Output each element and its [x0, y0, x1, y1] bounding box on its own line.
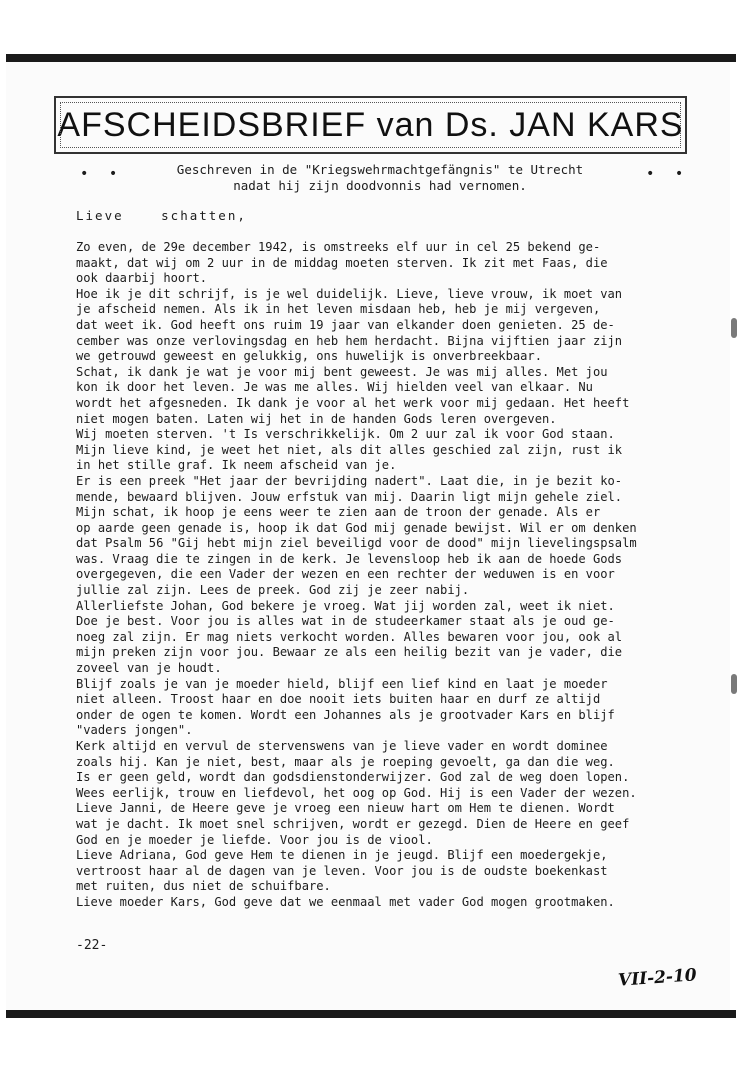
letter-line: vertroost haar al de dagen van je leven. Voor jou is de oudste boekenkast [76, 863, 608, 878]
letter-line: Mijn lieve kind, je weet het niet, als dit alles geschied zal zijn, rust ik [76, 442, 623, 457]
letter-line: Lieve Adriana, God geve Hem te dienen in je jeugd. Blijf een moedergekje, [76, 848, 608, 863]
letter-line: je afscheid nemen. Als ik in het leven misdaan heb, heb je mij vergeven, [76, 302, 601, 317]
letter-line: Lieve moeder Kars, God geve dat we eenmaal met vader God mogen grootmaken. [76, 894, 615, 909]
letter-line: was. Vraag die te zingen in de kerk. Je levensloop heb ik aan de hoede Gods [76, 551, 623, 566]
punch-hole-lower [731, 674, 737, 694]
scan-border-top [6, 54, 736, 62]
letter-line: Kerk altijd en vervul de stervenswens van je lieve vader en wordt dominee [76, 739, 608, 753]
letter-line: Mijn schat, ik hoop je eens weer te zien aan de troon der genade. Als er [76, 505, 601, 520]
letter-line: mende, bewaard blijven. Jouw erfstuk van mij. Daarin ligt mijn gehele ziel. [76, 489, 623, 504]
letter-line: Wees eerlijk, trouw en liefdevol, het oog op God. Hij is een Vader der wezen. [76, 785, 637, 800]
letter-line: Blijf zoals je van je moeder hield, blijf een lief kind en laat je moeder [76, 676, 608, 691]
subtitle-line: Geschreven in de "Kriegswehrmachtgefängnis" te Utrecht [176, 162, 584, 177]
letter-line: wordt het afgesneden. Ik dank je voor al het werk voor mij gedaan. Het heeft [76, 395, 630, 410]
ornament-right: • • [646, 166, 690, 182]
letter-line: zoals hij. Kan je niet, best, maar als je roeping gevoelt, ga dan die weg. [76, 754, 615, 769]
letter-line: Hoe ik je dit schrijf, is je wel duidelijk. Lieve, lieve vrouw, ik moet van [76, 286, 623, 301]
letter-line: niet mogen baten. Laten wij het in de handen Gods leren overgeven. [76, 411, 557, 426]
letter-line: jullie zal zijn. Lees de preek. God zij je zeer nabij. [76, 583, 470, 598]
letter-line: cember was onze verlovingsdag en heb hem herdacht. Bijna vijftien jaar zijn [76, 333, 623, 348]
letter-line: met ruiten, dus niet de schuifbare. [76, 879, 331, 894]
letter-line: onder de ogen te komen. Wordt een Johannes als je grootvader Kars en blijf [76, 707, 615, 722]
letter-line: Lieve Janni, de Heere geve je vroeg een nieuw hart om Hem te dienen. Wordt [76, 801, 615, 816]
ornament-left: • • [80, 166, 124, 182]
letter-line: ook daarbij hoort. [76, 271, 208, 286]
letter-line: zoveel van je houdt. [76, 661, 222, 676]
letter-line: Zo even, de 29e december 1942, is omstreeks elf uur in cel 25 bekend ge- [76, 240, 601, 254]
scan-border-bottom [6, 1010, 736, 1018]
letter-line: Doe je best. Voor jou is alles wat in de studeerkamer staat als je oud ge- [76, 614, 615, 629]
punch-hole-upper [731, 318, 737, 338]
letter-line: wat je dacht. Ik moet snel schrijven, wordt er gezegd. Dien de Heere en geef [76, 816, 630, 831]
letter-line: dat Psalm 56 "Gij hebt mijn ziel beveiligd voor de dood" mijn lievelingspsalm [76, 536, 637, 551]
letter-line: maakt, dat wij om 2 uur in de middag moeten sterven. Ik zit met Faas, die [76, 255, 608, 270]
letter-line: Schat, ik dank je wat je voor mij bent geweest. Je was mij alles. Met jou [76, 364, 608, 379]
letter-line: noeg zal zijn. Er mag niets verkocht worden. Alles bewaren voor jou, ook al [76, 629, 623, 644]
letter-body [76, 240, 696, 911]
letter-line: op aarde geen genade is, hoop ik dat God mij genade bewijst. Wil er om denken [76, 520, 637, 535]
title-frame [54, 96, 687, 154]
letter-line: mijn preken zijn voor jou. Bewaar ze als een heilig bezit van je vader, die [76, 645, 623, 660]
letter-line: "vaders jongen". [76, 723, 193, 738]
letter-line: we getrouwd geweest en gelukkig, ons huwelijk is onverbreekbaar. [76, 349, 542, 364]
document-subtitle [100, 162, 660, 194]
letter-line: God en je moeder je liefde. Voor jou is de viool. [76, 832, 433, 847]
letter-line: Er is een preek "Het jaar der bevrijding nadert". Laat die, in je bezit ko- [76, 473, 623, 488]
letter-line: Wij moeten sterven. 't Is verschrikkelijk. Om 2 uur zal ik voor God staan. [76, 427, 615, 442]
letter-line: in het stille graf. Ik neem afscheid van je. [76, 458, 397, 473]
letter-line: overgegeven, die een Vader der wezen en een rechter der weduwen is en voor [76, 567, 615, 582]
archive-mark: VII-2-10 [617, 965, 698, 991]
letter-line: dat weet ik. God heeft ons ruim 19 jaar van elkander doen genieten. 25 de- [76, 317, 615, 332]
letter-line: niet alleen. Troost haar en doe nooit iets buiten haar en durf ze altijd [76, 692, 601, 707]
page-number: -22- [76, 938, 108, 953]
subtitle-line: nadat hij zijn doodvonnis had vernomen. [233, 178, 527, 193]
letter-line: kon ik door het leven. Je was me alles. Wij hielden veel van elkaar. Nu [76, 380, 593, 395]
salutation: Lieve schatten, [76, 208, 247, 223]
letter-line: Allerliefste Johan, God bekere je vroeg. Wat jij worden zal, weet ik niet. [76, 598, 615, 613]
document-title: AFSCHEIDSBRIEF van Ds. JAN KARS [57, 105, 684, 144]
letter-line: Is er geen geld, wordt dan godsdienstonderwijzer. God zal de weg doen lopen. [76, 770, 630, 785]
